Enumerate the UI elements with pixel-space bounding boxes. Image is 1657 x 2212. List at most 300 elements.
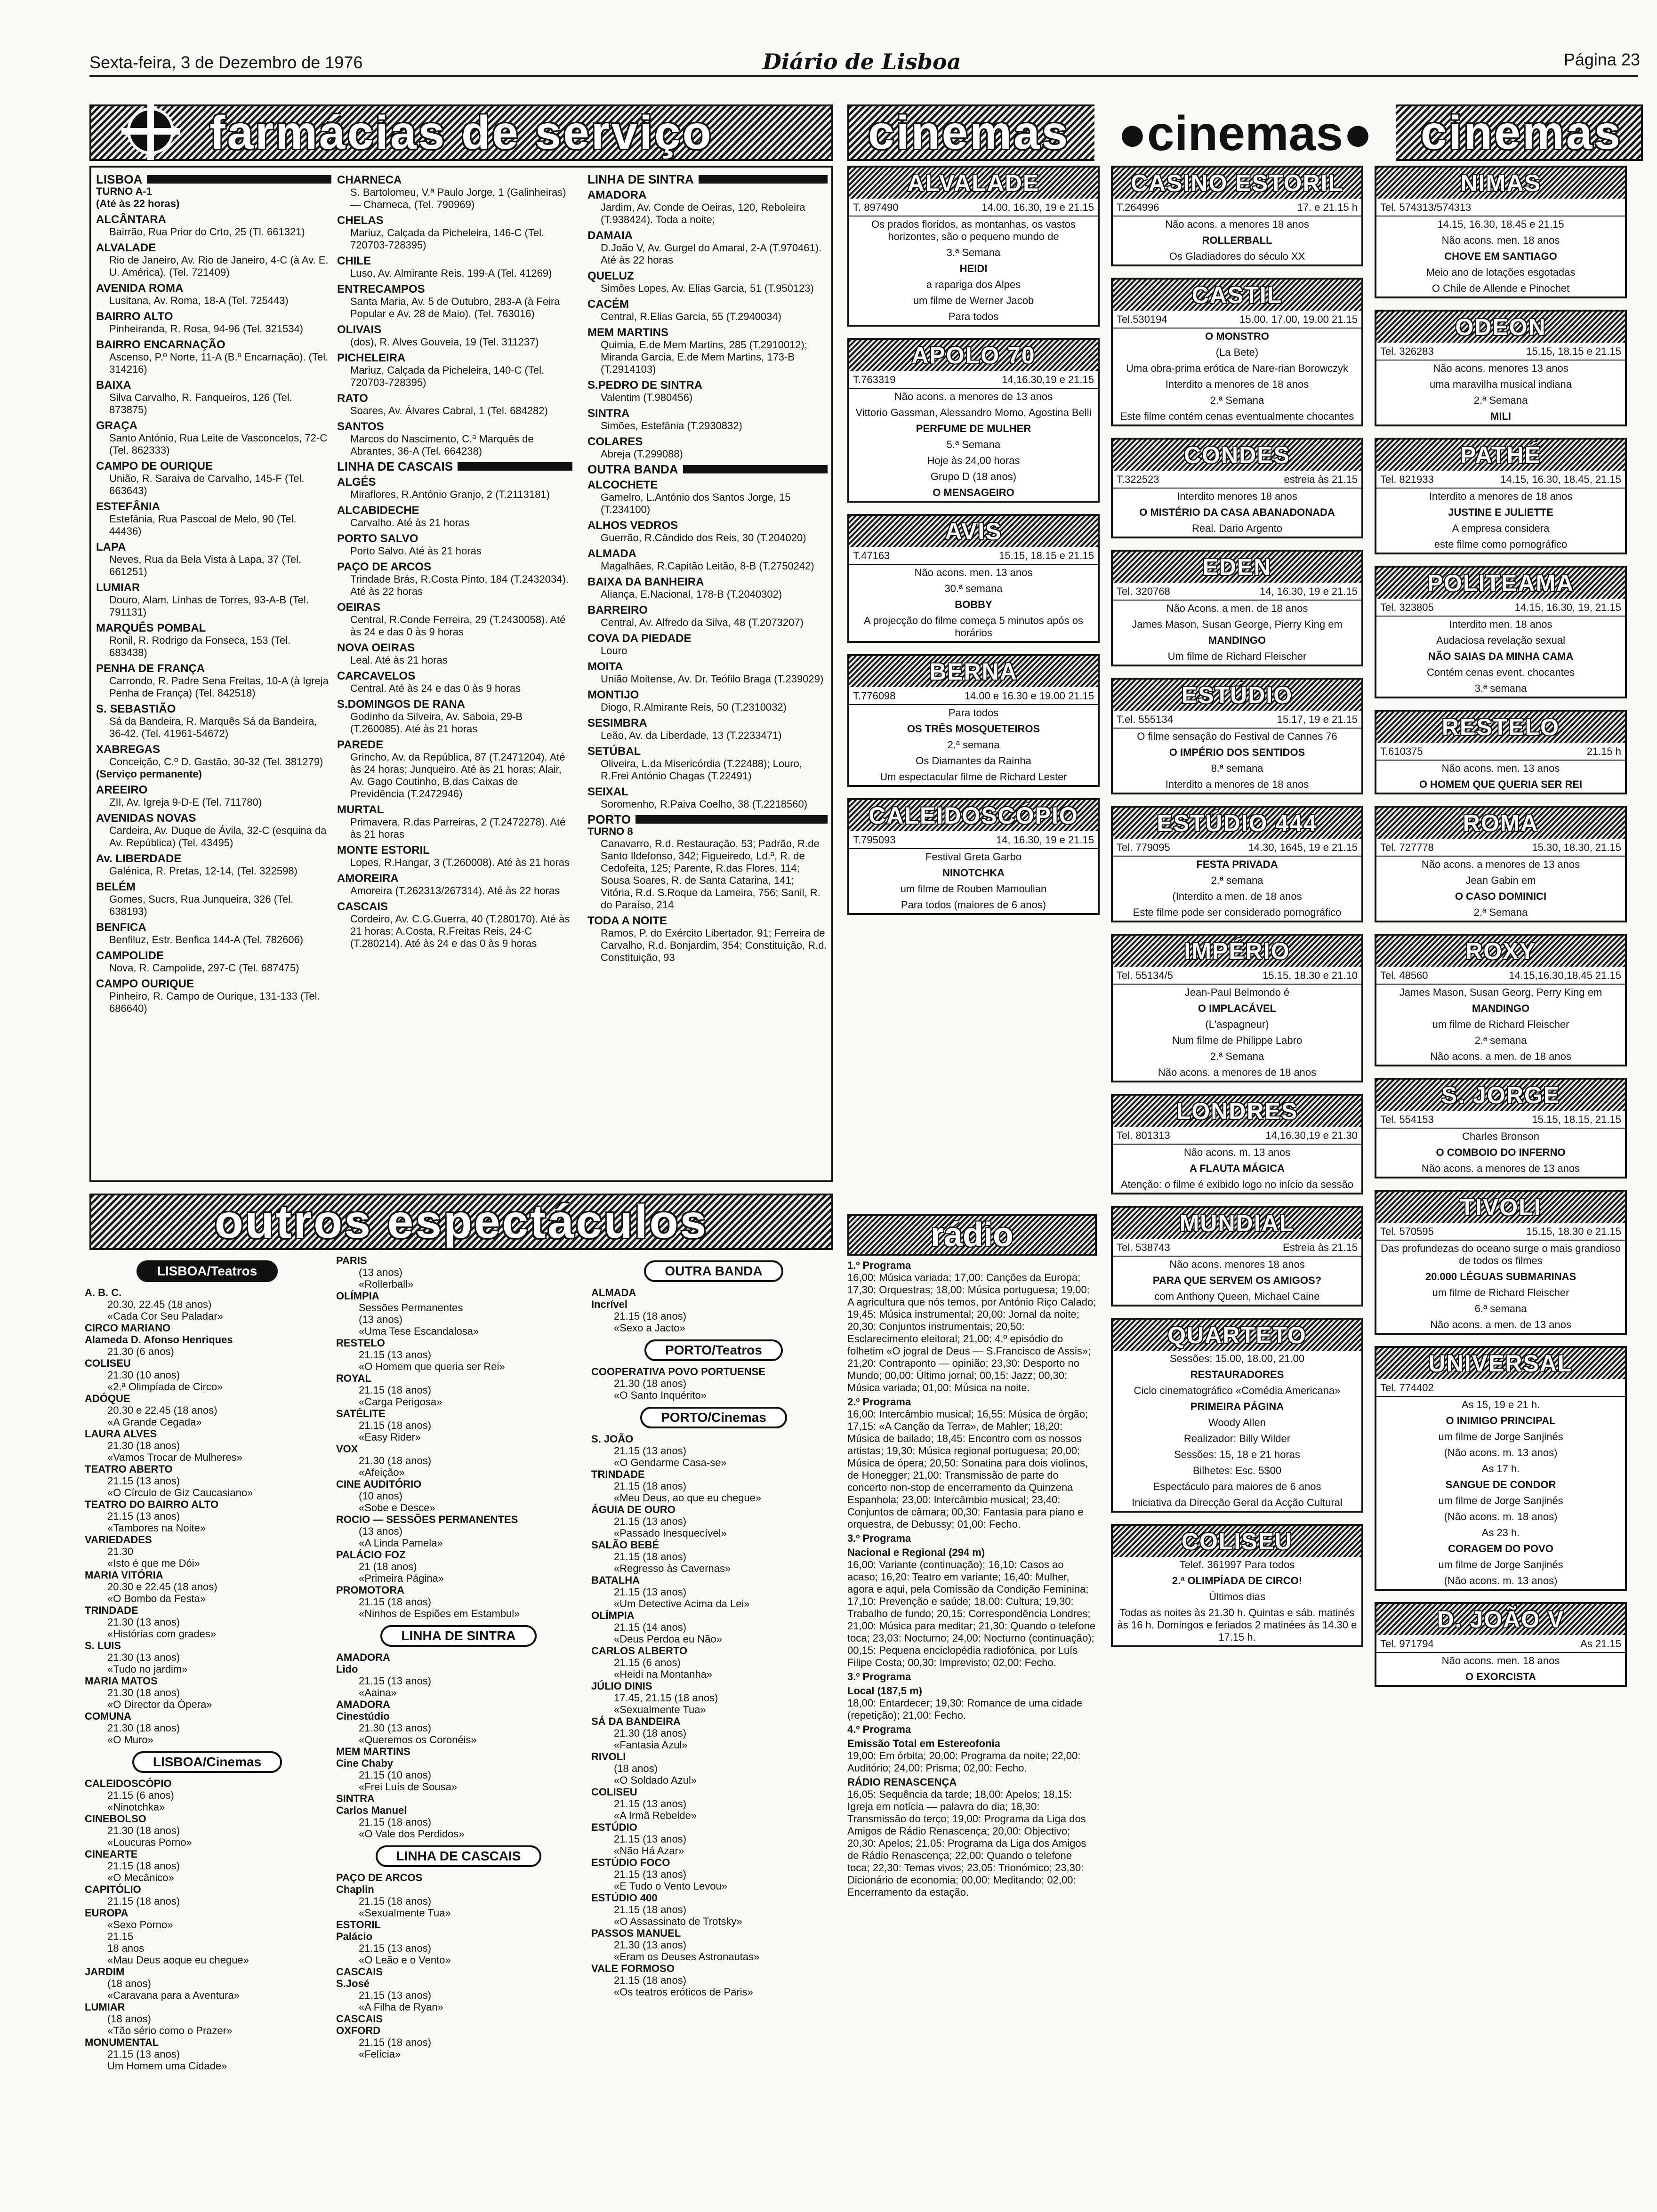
- pharmacy-entry: ZII, Av. Igreja 9-D-E (Tel. 711780): [109, 796, 262, 808]
- cinema-name-banner: [1113, 1096, 1361, 1127]
- show-detail: (18 anos): [614, 1763, 658, 1774]
- cinema-line: Um espectacular filme de Richard Lester: [880, 771, 1067, 783]
- cinema-line: A empresa considera: [1452, 522, 1550, 534]
- show-entry: [336, 1793, 581, 1804]
- cinema-line: Interdito a menores de 18 anos: [1429, 490, 1573, 502]
- show-detail: «A Filha de Ryan»: [359, 2001, 443, 2013]
- cinema-showtimes: 14.15,16.30,18.45 21.15: [1509, 970, 1621, 981]
- venue-category-label: OUTRA BANDA: [644, 1260, 783, 1282]
- show-detail: «Rollerball»: [359, 1278, 414, 1290]
- cinema-name-banner: [1376, 1604, 1625, 1635]
- cinema-info-row: [1376, 839, 1625, 857]
- radio-program-title: 3.º Programa: [847, 1532, 911, 1544]
- show-detail: «Sexualmente Tua»: [359, 1907, 451, 1919]
- pharmacy-entry: Pinheiranda, R. Rosa, 94-96 (Tel. 321534): [109, 323, 304, 335]
- cinema-line: 2.ª Semana: [1210, 394, 1264, 406]
- cinema-name-banner: [1113, 440, 1361, 471]
- cinema-line: RESTAURADORES: [1190, 1369, 1284, 1380]
- show-venue: OLÍMPIA: [336, 1290, 379, 1302]
- pharmacy-entry: Rio de Janeiro, Av. Rio de Janeiro, 4-C (à Av. E. U. América). (Tel. 721409): [109, 254, 329, 278]
- pharmacy-district: SANTOS: [337, 420, 384, 433]
- pharmacy-entry: Valentim (T.980456): [601, 392, 693, 403]
- show-venue: MARIA MATOS: [85, 1675, 158, 1687]
- show-venue: CINE AUDITÓRIO: [336, 1478, 422, 1490]
- cinema-line: O IMPLACÁVEL: [1198, 1002, 1277, 1014]
- cinema-line: Das profundezas do oceano surge o mais grandioso de todos os filmes: [1381, 1242, 1621, 1266]
- show-detail: 21.15 (18 anos): [359, 1384, 432, 1396]
- cinema-phone: T.795093: [853, 834, 896, 846]
- cinema-listing: [847, 514, 1100, 643]
- cinema-line: As 23 h.: [1481, 1527, 1520, 1539]
- cinema-line: Este filme contém cenas eventualmente chocantes: [1120, 410, 1354, 422]
- show-detail: «O Muro»: [107, 1734, 153, 1746]
- show-entry: [85, 1534, 330, 1569]
- show-venue: SATÉLITE: [336, 1408, 386, 1419]
- cinema-line: 5.ª Semana: [946, 439, 1001, 450]
- page-number: Página 23: [1563, 50, 1640, 69]
- show-detail: 21.30 (18 anos): [359, 1455, 432, 1467]
- show-venue: OXFORD: [336, 2025, 381, 2036]
- cinema-line: Para todos: [948, 311, 999, 322]
- cinema-name: RESTELO: [1441, 714, 1560, 740]
- radio-program-title: RÁDIO RENASCENÇA: [847, 1776, 957, 1788]
- cinema-line: O INIMIGO PRINCIPAL: [1446, 1415, 1556, 1427]
- pharmacy-district: CAMPO DE OURIQUE: [96, 460, 213, 473]
- pharmacy-district: ALCÂNTARA: [96, 213, 166, 226]
- radio-program-title: Emissão Total em Estereofonia: [847, 1738, 1000, 1749]
- venue-category: [591, 1255, 836, 1287]
- show-entry: [336, 1372, 581, 1408]
- cinema-phone: Tel. 821933: [1380, 473, 1434, 485]
- show-detail: «Passado Inesquecível»: [614, 1527, 727, 1539]
- pharmacy-district: OLIVAIS: [337, 323, 382, 336]
- pharmacy-note: TURNO 8: [587, 825, 633, 837]
- cinema-listing: [1375, 438, 1627, 554]
- cinemas-column-3: [1375, 166, 1627, 2189]
- show-entry: [336, 1931, 581, 1966]
- show-detail: 21.30: [107, 1546, 134, 1557]
- show-entry: [85, 2036, 330, 2072]
- cinema-name: NIMAS: [1460, 170, 1541, 196]
- show-entry: [85, 1966, 330, 2001]
- cinema-info-row: [1113, 583, 1361, 601]
- cinema-line: Não acons. a menores de 13 anos: [894, 391, 1053, 402]
- show-entry: [85, 2001, 330, 2036]
- cinema-line: O COMBOIO DO INFERNO: [1436, 1146, 1566, 1158]
- show-entry: [336, 1746, 581, 1757]
- pharmacy-note: (Serviço permanente): [96, 768, 202, 780]
- show-entry: [85, 1675, 330, 1710]
- show-detail: «Easy Rider»: [359, 1431, 421, 1443]
- cinema-info-row: [1376, 1635, 1625, 1653]
- cinema-line: O MISTÉRIO DA CASA ABANADONADA: [1139, 506, 1335, 518]
- pharmacy-district: ALMADA: [587, 547, 636, 560]
- pharmacy-district: Av. LIBERDADE: [96, 852, 182, 865]
- pharmacy-entry: Luso, Av. Almirante Reis, 199-A (Tel. 41269): [350, 267, 552, 279]
- show-entry: [85, 1813, 330, 1848]
- show-detail: «Fantasia Azul»: [614, 1739, 688, 1751]
- pharmacy-entry: Leão, Av. da Liberdade, 13 (T.2233471): [601, 729, 782, 741]
- show-detail: «O Vale dos Perdidos»: [359, 1828, 465, 1840]
- cinema-line: Jean-Paul Belmondo é: [1184, 986, 1290, 998]
- pharmacy-entry: S. Bartolomeu, V.ª Paulo Jorge, 1 (Galinheiras) — Charneca, (Tel. 790969): [350, 186, 566, 210]
- radio-banner: [847, 1214, 1097, 1256]
- venue-category: [336, 1840, 581, 1872]
- cinema-line: O MONSTRO: [1205, 330, 1269, 342]
- header-rule: [89, 75, 1638, 77]
- show-detail: «Deus Perdoa eu Não»: [614, 1633, 722, 1645]
- show-entry: [591, 1468, 836, 1504]
- cinema-phone: T.776098: [853, 690, 896, 702]
- show-detail: «Queremos os Coronéis»: [359, 1734, 477, 1746]
- cinema-name-banner: [1113, 936, 1361, 967]
- show-entry: [336, 1919, 581, 1931]
- cinema-line: 3.ª semana: [1474, 682, 1527, 694]
- radio-program-title: 2.º Programa: [847, 1396, 911, 1408]
- show-venue: COLISEU: [85, 1357, 131, 1369]
- show-detail: «O Gendarme Casa-se»: [614, 1457, 727, 1468]
- show-venue: ESTORIL: [336, 1919, 381, 1931]
- cinema-showtimes: 21.15 h: [1586, 745, 1621, 757]
- show-detail: 21.15 (13 anos): [614, 1798, 687, 1810]
- cinema-line: Telef. 361997 Para todos: [1179, 1559, 1295, 1571]
- venue-category-label: LISBOA/Teatros: [137, 1260, 278, 1282]
- show-detail: 21.15 (18 anos): [614, 1551, 687, 1563]
- pharmacy-district: CARCAVELOS: [337, 670, 416, 682]
- show-entry: [85, 1883, 330, 1907]
- cinema-line: Não acons. a men. de 18 anos: [1430, 1050, 1571, 1062]
- pharmacy-entry: Soromenho, R.Paiva Coelho, 38 (T.2218560): [601, 798, 808, 810]
- cinema-name: POLITEAMA: [1427, 570, 1575, 596]
- cinema-line: Interdito menores 18 anos: [1177, 490, 1297, 502]
- show-venue: SINTRA: [336, 1793, 375, 1804]
- cinema-line: MILI: [1490, 410, 1511, 422]
- cinema-info-row: [1376, 471, 1625, 489]
- cinema-line: HEIDI: [959, 263, 988, 274]
- show-venue: TEATRO ABERTO: [85, 1463, 173, 1475]
- cinema-line: OS TRÊS MOSQUETEIROS: [907, 723, 1040, 735]
- cinema-name-banner: [1376, 808, 1625, 839]
- cinema-line: Interdito men. 18 anos: [1449, 618, 1552, 630]
- show-venue: COMUNA: [85, 1710, 131, 1722]
- pharmacy-entry: Lopes, R.Hangar, 3 (T.260008). Até às 21 horas: [350, 857, 570, 868]
- cinema-line: Sessões: 15.00, 18.00, 21.00: [1169, 1353, 1305, 1364]
- pharmacy-section-header: [587, 463, 828, 475]
- show-detail: 21.15: [107, 1931, 134, 1942]
- outros-column-3: [591, 1255, 836, 2196]
- show-entry: [85, 1499, 330, 1534]
- farmacias-banner-title: farmácias de serviço: [209, 106, 713, 159]
- cinema-line: NINOTCHKA: [942, 867, 1005, 879]
- pharmacy-entry: Abreja (T.299088): [601, 448, 683, 460]
- show-detail: 21.15 (18 anos): [614, 1974, 687, 1986]
- pharmacy-entry: Central, Av. Alfredo da Silva, 48 (T.2073207): [601, 617, 804, 628]
- cinema-phone: T.el. 555134: [1117, 713, 1173, 725]
- show-detail: 21.15 (13 anos): [359, 1675, 432, 1687]
- section-rule: [635, 815, 828, 824]
- show-entry: [336, 1478, 581, 1514]
- pharmacy-entry: Pinheiro, R. Campo de Ourique, 131-133 (Tel. 686640): [109, 990, 320, 1014]
- show-entry: [85, 1357, 330, 1393]
- pharmacy-district: QUELUZ: [587, 270, 634, 282]
- cinema-line: PERFUME DE MULHER: [916, 423, 1031, 434]
- cinema-name-banner: [1376, 440, 1625, 471]
- pharmacy-entry: Simões Lopes, Av. Elias Garcia, 51 (T.950123): [601, 282, 814, 294]
- show-detail: 21.15 (13 anos): [614, 1445, 687, 1457]
- cinema-line: BOBBY: [955, 599, 992, 610]
- cinema-info-row: [1376, 199, 1625, 216]
- show-venue: LAURA ALVES: [85, 1428, 157, 1440]
- cinema-line: Woody Allen: [1208, 1417, 1266, 1428]
- cinema-name-banner: [1113, 1208, 1361, 1239]
- cinema-info-row: [1376, 343, 1625, 361]
- cinema-line: Não acons. m. 13 anos: [1183, 1146, 1291, 1158]
- cinema-line: Os prados floridos, as montanhas, os vastos horizontes, são o pequeno mundo de: [871, 218, 1076, 242]
- pharmacy-district: PICHELEIRA: [337, 352, 406, 364]
- show-detail: «A Grande Cegada»: [107, 1416, 202, 1428]
- cinema-info-row: [849, 687, 1098, 705]
- cinema-line: Espectáculo para maiores de 6 anos: [1153, 1481, 1321, 1492]
- cinema-line: Não acons. men. 13 anos: [1441, 762, 1560, 774]
- show-venue: PASSOS MANUEL: [591, 1927, 681, 1939]
- pharmacy-district: PAREDE: [337, 738, 384, 751]
- show-entry: [336, 1651, 581, 1663]
- pharmacy-district: MONTIJO: [587, 689, 639, 701]
- radio-program-schedule: 16,00: Música variada; 17,00: Canções da Europa; 17,30: Orquestras; 18,00: Música portuguesa; 19,00: A agricultura que nós temos, por António Riço Calado; 19,45: Música instrumental; 20,00: Jornal da noite; 20,30: Conjuntos instrumentais; 20,50: Esclarecimento eleitoral; 21,00: 4.º episódio do folhetim «O jogral de Deus — S.Francisco de Assis»; 21,20: Contraponto — opinião; 23,30: Desporto no Mundo; 00,00: Último jornal; 00,15: Jazz; 00,30: Música variada; 01,00: Música na noite.: [847, 1272, 1096, 1394]
- pharmacy-entry: Mariuz, Calçada da Picheleira, 140-C (Tel. 720703-728395): [350, 364, 545, 388]
- cinema-showtimes: estreia às 21.15: [1284, 473, 1358, 485]
- show-detail: «2.ª Olimpíada de Circo»: [107, 1381, 223, 1393]
- show-venue: MEM MARTINS: [336, 1746, 410, 1757]
- pharmacy-district: MURTAL: [337, 803, 384, 816]
- venue-category-label: LINHA DE CASCAIS: [376, 1845, 542, 1867]
- show-venue: Incrível: [591, 1298, 628, 1310]
- pharmacy-entry: União, R. Saraiva de Carvalho, 145-F (Tel. 663643): [109, 473, 305, 497]
- cinema-line: As 17 h.: [1481, 1463, 1520, 1475]
- show-detail: «O Assassinato de Trotsky»: [614, 1915, 742, 1927]
- show-detail: «O Director da Ópera»: [107, 1699, 212, 1710]
- venue-category: [85, 1746, 330, 1778]
- show-venue: CASCAIS: [336, 2013, 383, 2025]
- section-rule: [458, 462, 572, 471]
- cinema-listing: [1111, 1318, 1363, 1513]
- show-venue: CALEIDOSCÓPIO: [85, 1778, 172, 1789]
- cinema-line: 2.ª Semana: [1210, 1050, 1264, 1062]
- pharmacy-section-header: [96, 173, 331, 185]
- cinema-line: As 15, 19 e 21 h.: [1461, 1399, 1540, 1411]
- show-entry: [336, 1549, 581, 1584]
- show-detail: Sessões Permanentes: [359, 1302, 463, 1314]
- cinema-name-banner: [1376, 1192, 1625, 1223]
- cinema-showtimes: 15.17, 19 e 21.15: [1277, 713, 1358, 725]
- pharmacy-entry: Gamelro, L.António dos Santos Jorge, 15 (T.234100): [601, 491, 791, 515]
- show-entry: [85, 1463, 330, 1499]
- pharmacy-section-header: [337, 460, 572, 473]
- pharmacy-district: ALVALADE: [96, 241, 156, 254]
- pharmacy-district: S.DOMINGOS DE RANA: [337, 698, 466, 711]
- radio-body: [847, 1259, 1097, 1899]
- show-detail: 21.30 (13 anos): [107, 1616, 180, 1628]
- cinema-phone: Tel.530194: [1117, 313, 1167, 325]
- pharmacy-entry: Cardeira, Av. Duque de Ávila, 32-C (esquina da Av. República) (Tel. 43495): [109, 825, 327, 849]
- cinema-listing: [1375, 166, 1627, 298]
- cinemas-banner-right: cinemas: [1420, 106, 1622, 159]
- cinema-line: Jean Gabin em: [1465, 874, 1536, 886]
- show-detail: «Meu Deus, ao que eu chegue»: [614, 1492, 762, 1504]
- show-detail: «A Linda Pamela»: [359, 1537, 443, 1549]
- pharmacy-district: SINTRA: [587, 407, 630, 420]
- cinema-line: Não acons. men. 18 anos: [1441, 1655, 1560, 1667]
- show-venue: ADÓQUE: [85, 1393, 130, 1404]
- cinema-listing: [1111, 278, 1363, 426]
- cinema-name: CONDES: [1184, 442, 1290, 468]
- pharmacy-district: LAPA: [96, 541, 126, 553]
- cinema-line: James Mason, Susan Georg, Perry King em: [1399, 986, 1602, 998]
- cinema-listing: [1375, 806, 1627, 922]
- pharmacy-section-title: LINHA DE CASCAIS: [337, 459, 453, 473]
- cinema-line: Um filme de Richard Fleischer: [1167, 650, 1307, 662]
- show-detail: 21.30 (13 anos): [359, 1722, 432, 1734]
- show-entry: [336, 1966, 581, 1978]
- show-detail: 18 anos: [107, 1942, 145, 1954]
- cinema-phone: Tel. 320768: [1117, 585, 1170, 597]
- pharmacy-entry: Ronil, R. Rodrigo da Fonseca, 153 (Tel. 683438): [109, 634, 291, 658]
- cinema-line: NÃO SAIAS DA MINHA CAMA: [1428, 650, 1574, 662]
- pharmacy-entry: Ramos, P. do Exército Libertador, 91; Ferreira de Carvalho, R.d. Bonjardim, 354; Constituição, R.d. Constituição, 93: [601, 927, 827, 963]
- cinema-line: Grupo D (18 anos): [930, 471, 1017, 482]
- cinema-showtimes: 14, 16.30, 19 e 21.15: [996, 834, 1094, 846]
- cinemas-column-2: [1111, 166, 1363, 2189]
- show-detail: 21.15 (13 anos): [614, 1515, 687, 1527]
- cinema-line: CORAGEM DO POVO: [1448, 1543, 1553, 1555]
- pharmacy-note: (Até às 22 horas): [96, 198, 180, 209]
- cinema-showtimes: 15.00, 17.00, 19.00 21.15: [1239, 313, 1358, 325]
- cinema-line: um filme de Jorge Sanjinés: [1438, 1559, 1563, 1571]
- cinema-name-banner: [1376, 1348, 1625, 1379]
- pharmacy-district: OEIRAS: [337, 601, 381, 614]
- cinema-phone: Tel. 48560: [1380, 970, 1428, 981]
- show-venue: Cine Chaby: [336, 1757, 394, 1769]
- pharmacy-district: BARREIRO: [587, 604, 648, 617]
- cinema-phone: Tel. 554153: [1380, 1114, 1434, 1125]
- show-venue: CARLOS ALBERTO: [591, 1645, 688, 1657]
- cinema-line: Hoje às 24,00 horas: [927, 455, 1020, 466]
- cinema-line: um filme de Richard Fleischer: [1432, 1018, 1569, 1030]
- pharmacy-entry: Magalhães, R.Capitão Leitão, 8-B (T.2750242): [601, 560, 814, 572]
- show-detail: «Tão sério como o Prazer»: [107, 2025, 233, 2036]
- show-detail: «O Bombo da Festa»: [107, 1593, 206, 1604]
- show-venue: S. LUIS: [85, 1640, 121, 1651]
- show-detail: «Caravana para a Aventura»: [107, 1989, 240, 2001]
- show-venue: VALE FORMOSO: [591, 1963, 675, 1974]
- pharmacy-district: S.PEDRO DE SINTRA: [587, 379, 703, 392]
- cinema-line: O EXORCISTA: [1465, 1671, 1536, 1683]
- show-venue: ROYAL: [336, 1372, 371, 1384]
- cinema-info-row: [1376, 599, 1625, 617]
- cinema-name: EDEN: [1202, 554, 1272, 580]
- pharmacy-district: BAIRRO ALTO: [96, 310, 173, 323]
- cinema-showtimes: 15.15, 18.30 e 21.15: [1526, 1226, 1621, 1237]
- show-venue: SÁ DA BANDEIRA: [591, 1715, 681, 1727]
- show-detail: 21.15 (18 anos): [359, 1816, 432, 1828]
- show-detail: «Não Há Azar»: [614, 1845, 684, 1857]
- pharmacy-district: BAIXA: [96, 379, 131, 392]
- show-entry: [591, 1539, 836, 1574]
- cinema-line: (Não acons. m. 13 anos): [1444, 1447, 1558, 1459]
- cinema-line: 6.ª semana: [1474, 1303, 1527, 1314]
- cross-logo-vbar: [147, 102, 154, 160]
- cinema-line: ROLLERBALL: [1202, 234, 1272, 246]
- cinema-line: O HOMEM QUE QUERIA SER REI: [1419, 778, 1583, 790]
- cinema-listing: [1375, 310, 1627, 426]
- cinema-info-row: [1113, 839, 1361, 857]
- cinema-phone: Tel. 55134/5: [1117, 970, 1173, 981]
- cinema-line: um filme de Werner Jacob: [913, 295, 1034, 306]
- pharmacy-district: PENHA DE FRANÇA: [96, 662, 205, 675]
- pharmacy-entry: Aliança, E.Nacional, 178-B (T.2040302): [601, 588, 782, 600]
- header-date: Sexta-feira, 3 de Dezembro de 1976: [89, 53, 363, 72]
- show-detail: 21.15 (18 anos): [359, 2036, 432, 2048]
- pharmacy-entry: Bairrão, Rua Prior do Crto, 25 (Tl. 661321): [109, 226, 305, 238]
- show-detail: «Ninotchka»: [107, 1801, 165, 1813]
- show-venue: ESTÚDIO FOCO: [591, 1857, 670, 1868]
- show-detail: 21.15 (13 anos): [107, 1510, 180, 1522]
- show-entry: [591, 1927, 836, 1963]
- show-entry: [85, 1334, 330, 1357]
- show-detail: «Aaina»: [359, 1687, 397, 1699]
- show-entry: [591, 1963, 836, 1998]
- cinema-phone: T.47163: [853, 550, 890, 561]
- show-detail: 21.15 (6 anos): [107, 1789, 174, 1801]
- cinema-showtimes: 14.00, 16.30, 19 e 21.15: [981, 201, 1094, 213]
- show-detail: 21.15 (18 anos): [107, 1895, 180, 1907]
- show-venue: COOPERATIVA POVO PORTUENSE: [591, 1366, 765, 1378]
- cinema-showtimes: 14, 16.30, 19 e 21.15: [1260, 585, 1358, 597]
- pharmacy-entry: Central, R.Conde Ferreira, 29 (T.2430058). Até às 24 e das 0 às 9 horas: [350, 614, 566, 638]
- pharmacy-district: COVA DA PIEDADE: [587, 632, 692, 645]
- show-detail: «Isto é que me Dói»: [107, 1557, 200, 1569]
- cinema-name-banner: [1113, 680, 1361, 711]
- cinema-name: APOLO 70: [911, 342, 1036, 369]
- cinema-name-banner: [1376, 568, 1625, 599]
- cinema-name-banner: [1113, 808, 1361, 839]
- pharmacy-entry: Jardim, Av. Conde de Oeiras, 120, Reboleira (T.938424). Toda a noite;: [601, 201, 805, 225]
- cinema-line: 2.ª semana: [1474, 1034, 1527, 1046]
- show-entry: [336, 1584, 581, 1619]
- cinema-info-row: [1113, 311, 1361, 329]
- radio-section: [847, 1214, 1097, 2193]
- show-detail: 21.30 (18 anos): [107, 1722, 180, 1734]
- show-detail: 20.30, 22.45 (18 anos): [107, 1298, 212, 1310]
- pharmacy-district: CASCAIS: [337, 900, 388, 913]
- pharmacy-district: XABREGAS: [96, 743, 161, 756]
- show-entry: [336, 1255, 581, 1290]
- pharmacy-district: LUMIAR: [96, 581, 140, 594]
- cinema-line: Não acons. a men. de 13 anos: [1430, 1319, 1571, 1330]
- show-detail: 21.15 (13 anos): [107, 1475, 180, 1487]
- show-entry: [336, 1699, 581, 1710]
- cinema-showtimes: 14,16.30,19 e 21.15: [1002, 374, 1094, 385]
- venue-category-label: LISBOA/Cinemas: [132, 1751, 282, 1773]
- show-entry: [591, 1287, 836, 1298]
- cinema-line: MANDINGO: [1472, 1002, 1530, 1014]
- cinema-showtimes: As 21.15: [1580, 1638, 1621, 1650]
- show-detail: 21.15 (13 anos): [359, 1349, 432, 1361]
- cinema-line: Num filme de Philippe Labro: [1172, 1034, 1303, 1046]
- cinema-line: Os Diamantes da Rainha: [916, 755, 1031, 767]
- cinema-phone: Tel. 801313: [1117, 1130, 1170, 1141]
- show-venue: MONUMENTAL: [85, 2036, 159, 2048]
